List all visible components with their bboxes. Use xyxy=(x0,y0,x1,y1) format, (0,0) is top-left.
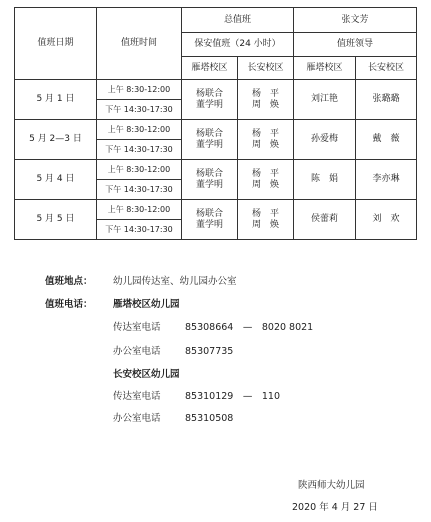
security-name: 杨 平 xyxy=(252,208,280,219)
security-changan-cell xyxy=(238,160,294,200)
security-name: 周 焕 xyxy=(252,219,280,230)
header-general-duty: 总值班 xyxy=(182,8,294,33)
time-am: 上午 8:30-12:00 xyxy=(97,160,182,180)
yanta-office-phone-number: 85307735 xyxy=(185,346,234,357)
header-security-yanta: 雁塔校区 xyxy=(182,57,238,80)
security-name: 杨 平 xyxy=(252,168,280,179)
header-leader-yanta: 雁塔校区 xyxy=(294,57,356,80)
security-name: 杨 平 xyxy=(252,88,280,99)
header-general-duty-name: 张文芳 xyxy=(294,8,417,33)
leader-changan: 刘 欢 xyxy=(356,200,417,240)
security-name: 周 焕 xyxy=(252,139,280,150)
security-name: 董学明 xyxy=(195,139,223,150)
time-pm: 下午 14:30-17:30 xyxy=(97,100,182,120)
table-row xyxy=(15,160,417,180)
time-am: 上午 8:30-12:00 xyxy=(97,80,182,100)
leader-changan: 戴 薇 xyxy=(356,120,417,160)
security-name: 杨联合 xyxy=(195,208,223,219)
security-yanta-cell xyxy=(182,120,238,160)
changan-gate-phone-number: 85310129 — 110 xyxy=(185,391,280,402)
header-security-duty: 保安值班（24 小时） xyxy=(182,33,294,57)
yanta-gate-phone-label: 传达室电话 xyxy=(113,322,161,333)
security-name: 周 焕 xyxy=(252,179,280,190)
security-changan-cell xyxy=(238,80,294,120)
table-row xyxy=(15,120,417,140)
time-pm: 下午 14:30-17:30 xyxy=(97,180,182,200)
signature-date: 2020 年 4 月 27 日 xyxy=(292,502,378,513)
leader-changan: 李亦琳 xyxy=(356,160,417,200)
changan-kindergarten-title: 长安校区幼儿园 xyxy=(113,369,180,380)
row-date: 5 月 2—3 日 xyxy=(15,120,97,160)
security-name: 董学明 xyxy=(195,179,223,190)
security-yanta-cell xyxy=(182,160,238,200)
changan-gate-phone-label: 传达室电话 xyxy=(113,391,161,402)
security-name: 董学明 xyxy=(195,99,223,110)
leader-yanta: 陈 娟 xyxy=(294,160,356,200)
leader-changan: 张璐璐 xyxy=(356,80,417,120)
time-pm: 下午 14:30-17:30 xyxy=(97,220,182,240)
time-am: 上午 8:30-12:00 xyxy=(97,200,182,220)
location-label: 值班地点： xyxy=(45,276,93,287)
time-am: 上午 8:30-12:00 xyxy=(97,120,182,140)
signature-org: 陕西师大幼儿园 xyxy=(298,480,365,491)
duty-schedule-table xyxy=(14,7,417,240)
header-security-changan: 长安校区 xyxy=(238,57,294,80)
leader-yanta: 孙爱梅 xyxy=(294,120,356,160)
yanta-kindergarten-title: 雁塔校区幼儿园 xyxy=(113,299,180,310)
row-date: 5 月 1 日 xyxy=(15,80,97,120)
security-yanta-cell xyxy=(182,80,238,120)
security-name: 杨 平 xyxy=(252,128,280,139)
changan-office-phone-label: 办公室电话 xyxy=(113,413,161,424)
table-row xyxy=(15,200,417,220)
location-value: 幼儿园传达室、幼儿园办公室 xyxy=(113,276,237,287)
table-row xyxy=(15,80,417,100)
header-leader-changan: 长安校区 xyxy=(356,57,417,80)
leader-yanta: 侯蕾莉 xyxy=(294,200,356,240)
security-name: 周 焕 xyxy=(252,99,280,110)
security-name: 杨联合 xyxy=(195,128,223,139)
time-pm: 下午 14:30-17:30 xyxy=(97,140,182,160)
header-duty-date: 值班日期 xyxy=(15,8,97,80)
header-duty-leader: 值班领导 xyxy=(294,33,417,57)
yanta-office-phone-label: 办公室电话 xyxy=(113,346,161,357)
phone-label: 值班电话： xyxy=(45,299,93,310)
leader-yanta: 刘江艳 xyxy=(294,80,356,120)
row-date: 5 月 4 日 xyxy=(15,160,97,200)
security-name: 杨联合 xyxy=(195,168,223,179)
security-changan-cell xyxy=(238,200,294,240)
security-yanta-cell xyxy=(182,200,238,240)
header-duty-time: 值班时间 xyxy=(97,8,182,80)
changan-office-phone-number: 85310508 xyxy=(185,413,234,424)
yanta-gate-phone-number: 85308664 — 8020 8021 xyxy=(185,322,314,333)
row-date: 5 月 5 日 xyxy=(15,200,97,240)
security-name: 杨联合 xyxy=(195,88,223,99)
security-name: 董学明 xyxy=(195,219,223,230)
security-changan-cell xyxy=(238,120,294,160)
